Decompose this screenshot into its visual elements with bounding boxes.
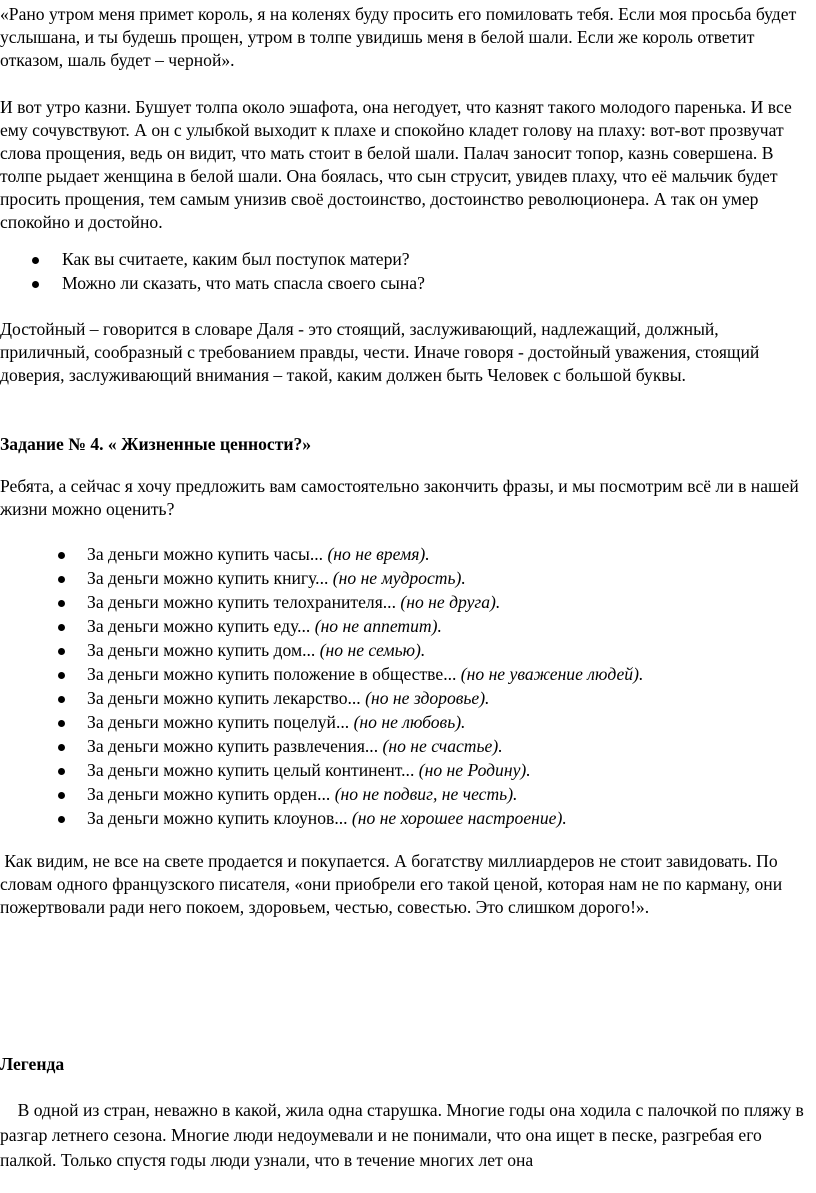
list-item: За деньги можно купить поцелуй... (но не любовь). (0, 711, 812, 735)
question-list (0, 248, 812, 296)
bullet-icon (58, 672, 65, 679)
bullet-icon (58, 696, 65, 703)
bullet-icon (58, 576, 65, 583)
legend-heading: Легенда (0, 1054, 65, 1074)
list-item: За деньги можно купить часы... (но не время). (0, 543, 812, 567)
list-item: За деньги можно купить лекарство... (но не здоровье). (0, 687, 812, 711)
legend-paragraph: В одной из стран, неважно в какой, жила одна старушка. Многие годы она ходила с палочкой по пляжу в разгар летнего сезона. Многие люди недоумевали и не понимали, что она ищет в песке, разгребая его палкой. Только спустя годы люди узнали, что в течение многих лет она (0, 1100, 809, 1170)
list-item: За деньги можно купить развлечения... (но не счастье). (0, 735, 812, 759)
task-heading: Задание № 4. « Жизненные ценности?» (0, 434, 312, 454)
bullet-icon (58, 768, 65, 775)
conclusion-paragraph: Как видим, не все на свете продается и покупается. А богатству миллиардеров не стоит завидовать. По словам одного французского писателя, «они приобрели его такой ценой, которая нам не по карману, они пожертвовали ради него покоем, здоровьем, честью, совестью. Это слишком дорого!». (0, 851, 787, 917)
list-item: Как вы считаете, каким был поступок матери? (0, 248, 812, 272)
task-intro: Ребята, а сейчас я хочу предложить вам самостоятельно закончить фразы, и мы посмотрим всё ли в нашей жизни можно оценить? (0, 476, 799, 519)
list-item: За деньги можно купить дом... (но не семью). (0, 639, 812, 663)
bullet-icon (58, 648, 65, 655)
phrase-list (0, 543, 812, 831)
list-item: За деньги можно купить положение в обществе... (но не уважение людей). (0, 663, 812, 687)
list-item: За деньги можно купить книгу... (но не мудрость). (0, 567, 812, 591)
list-item: За деньги можно купить орден... (но не подвиг, не честь). (0, 783, 812, 807)
bullet-icon (58, 744, 65, 751)
bullet-icon (32, 281, 39, 288)
bullet-icon (58, 552, 65, 559)
execution-paragraph: И вот утро казни. Бушует толпа около эшафота, она негодует, что казнят такого молодого паренька. И все ему сочувствуют. А он с улыбкой выходит к плахе и спокойно кладет голову на плаху: вот-вот прозвучат слова прощения, ведь он видит, что мать стоит в белой шали. Палач заносит топор, казнь совершена. В толпе рыдает женщина в белой шали. Она боялась, что сын струсит, увидев плаху, что её мальчик будет просить прощения, тем самым унизив своё достоинство, достоинство революционера. А так он умер спокойно и достойно. (0, 97, 792, 232)
bullet-icon (58, 624, 65, 631)
definition-paragraph: Достойный – говорится в словаре Даля - это стоящий, заслуживающий, надлежащий, должный, приличный, сообразный с требованием правды, чести. Иначе говоря - достойный уважения, стоящий доверия, заслуживающий внимания – такой, каким должен быть Человек с большой буквы. (0, 319, 760, 385)
bullet-icon (58, 816, 65, 823)
intro-paragraph: «Рано утром меня примет король, я на коленях буду просить его помиловать тебя. Если моя просьба будет услышана, и ты будешь прощен, утром в толпе увидишь меня в белой шали. Если же король ответит отказом, шаль будет – черной». (0, 4, 797, 70)
bullet-icon (58, 720, 65, 727)
list-item: За деньги можно купить телохранителя... (но не друга). (0, 591, 812, 615)
bullet-icon (58, 600, 65, 607)
list-item: За деньги можно купить целый континент... (но не Родину). (0, 759, 812, 783)
list-item: За деньги можно купить еду... (но не аппетит). (0, 615, 812, 639)
list-item: За деньги можно купить клоунов... (но не хорошее настроение). (0, 807, 812, 831)
list-item: Можно ли сказать, что мать спасла своего сына? (0, 272, 812, 296)
bullet-icon (32, 257, 39, 264)
bullet-icon (58, 792, 65, 799)
